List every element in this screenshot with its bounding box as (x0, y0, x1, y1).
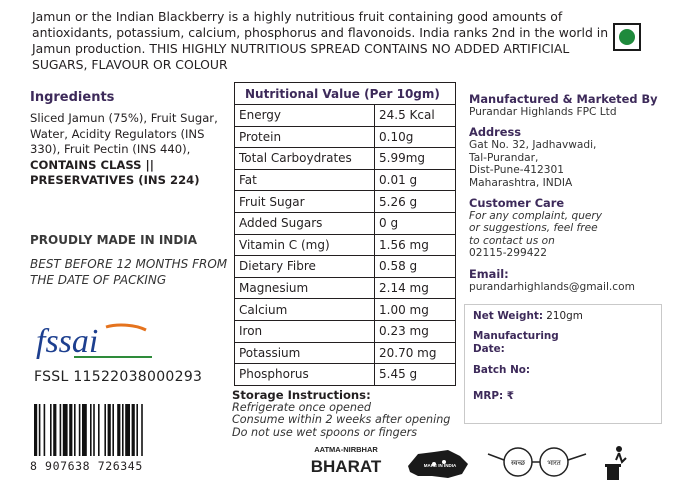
nutrient-name: Iron (235, 320, 375, 342)
lion-text: MAKE IN INDIA (423, 463, 457, 468)
nutrient-name: Potassium (235, 342, 375, 364)
fssai-license: FSSL 11522038000293 (34, 369, 203, 385)
nutrient-value: 0.58 g (375, 256, 456, 278)
storage-line: Consume within 2 weeks after opening (232, 413, 451, 426)
barcode-bar (93, 404, 95, 456)
barcode-bar (74, 404, 76, 456)
ingredients-text: Sliced Jamun (75%), Fruit Sugar, Water, Acidity Regulators (INS 330), Fruit Pectin (INS 440), (30, 111, 218, 156)
nutrient-value: 5.45 g (375, 364, 456, 386)
nutrition-row (235, 105, 456, 127)
date-label: Date: (473, 343, 505, 355)
barcode-bar (39, 404, 41, 456)
storage-instructions (232, 389, 462, 439)
nutrient-name: Fruit Sugar (235, 191, 375, 213)
ingredients-section (30, 90, 225, 189)
address-heading: Address (469, 125, 522, 140)
storage-heading: Storage Instructions: (232, 388, 371, 402)
batch-info-box (464, 304, 662, 424)
nutrient-name: Magnesium (235, 277, 375, 299)
storage-line: Do not use wet spoons or fingers (232, 425, 418, 439)
care-phone: 02115-299422 (469, 247, 547, 260)
nutrient-value: 0.01 g (375, 169, 456, 191)
fssai-logo-text: fssai (36, 323, 99, 360)
nutrition-row (235, 234, 456, 256)
fssai-logo (34, 322, 154, 360)
nutrient-value: 20.70 mg (375, 342, 456, 364)
barcode-bar (34, 404, 37, 456)
nutrient-value: 2.14 mg (375, 277, 456, 299)
batch-label: Batch No: (473, 364, 531, 376)
swachh-left-text: स्वच्छ (510, 459, 526, 467)
barcode (30, 404, 200, 456)
nutrient-name: Protein (235, 126, 375, 148)
barcode-bar (104, 404, 106, 456)
ingredients-heading: Ingredients (30, 90, 115, 105)
nutrition-row (235, 342, 456, 364)
barcode-bar (98, 404, 100, 456)
barcode-bar (136, 404, 138, 456)
nutrition-row (235, 191, 456, 213)
barcode-bar (82, 404, 87, 456)
barcode-bar (90, 404, 92, 456)
nutrient-value: 5.26 g (375, 191, 456, 213)
barcode-bar (125, 404, 130, 456)
swachh-right-text: भारत (547, 459, 561, 467)
barcode-bar (132, 404, 135, 456)
nutrition-row (235, 364, 456, 386)
veg-dot (619, 29, 635, 45)
barcode-bar (117, 404, 120, 456)
barcode-bar (53, 404, 56, 456)
aatmanirbhar-bharat-logo (302, 442, 390, 482)
net-weight-label: Net Weight: (473, 310, 543, 322)
nutrition-table (234, 82, 456, 386)
address-line: Tal-Purandar, (469, 151, 539, 164)
care-line: to contact us on (469, 234, 555, 247)
recycle-bin-icon (604, 444, 630, 482)
swachh-bharat-logo (480, 444, 600, 482)
manufacturer-heading: Manufactured & Marketed By (469, 92, 658, 106)
barcode-bar (108, 404, 111, 456)
nutrient-name: Vitamin C (mg) (235, 234, 375, 256)
barcode-bar (69, 404, 72, 456)
nutrition-row (235, 126, 456, 148)
nutrition-row (235, 256, 456, 278)
nutrient-name: Energy (235, 105, 375, 127)
barcode-bar (122, 404, 124, 456)
nutrition-row (235, 148, 456, 170)
nutrient-name: Fat (235, 169, 375, 191)
care-line: or suggestions, feel free (469, 222, 598, 235)
address-line: Gat No. 32, Jadhavwadi, (469, 139, 597, 152)
barcode-bar (112, 404, 114, 456)
address-line: Dist-Pune-412301 (469, 164, 565, 177)
barcode-bar (63, 404, 68, 456)
nutrient-value: 1.00 mg (375, 299, 456, 321)
barcode-number: 8 907638 726345 (30, 459, 143, 473)
nutrient-value: 5.99mg (375, 148, 456, 170)
email-heading: Email: (469, 266, 509, 281)
nutrient-value: 0.23 mg (375, 320, 456, 342)
nutrient-value: 1.56 mg (375, 234, 456, 256)
nutrient-name: Dietary Fibre (235, 256, 375, 278)
nutrient-name: Total Carboydrates (235, 148, 375, 170)
nutrition-row (235, 320, 456, 342)
nutrient-name: Phosphorus (235, 364, 375, 386)
nutrition-row (235, 212, 456, 234)
veg-symbol-icon (613, 23, 641, 51)
storage-line: Refrigerate once opened (232, 400, 371, 414)
nutrition-row (235, 299, 456, 321)
bharat-main-text: BHARAT (310, 457, 382, 476)
address-line: Maharashtra, INDIA (469, 176, 573, 189)
nutrient-value: 0 g (375, 212, 456, 234)
nutrient-name: Calcium (235, 299, 375, 321)
made-in-india: PROUDLY MADE IN INDIA (30, 233, 198, 247)
nutrient-value: 0.10g (375, 126, 456, 148)
preservatives-note: CONTAINS CLASS || PRESERVATIVES (INS 224) (30, 157, 200, 187)
nutrition-row (235, 277, 456, 299)
customer-care-heading: Customer Care (469, 196, 565, 211)
manufacturing-label: Manufacturing (473, 330, 559, 342)
nutrition-row (235, 169, 456, 191)
barcode-bar (141, 404, 143, 456)
make-in-india-lion-icon (404, 444, 474, 484)
email-address: purandarhighlands@gmail.com (469, 280, 635, 293)
nutrient-value: 24.5 Kcal (375, 105, 456, 127)
intro-paragraph: Jamun or the Indian Blackberry is a highly nutritious fruit containing good amounts of antioxidants, potassium, calcium, phosphorus and flavonoids. India ranks 2nd in the world in Jamun production. THIS HIGHLY NUTRITIOUS SPREAD CONTAINS NO ADDED ARTIFICIAL SUGARS, FLAVOUR OR COLOUR (32, 9, 609, 72)
mrp-label: MRP: ₹ (473, 390, 514, 402)
net-weight-value: 210gm (542, 310, 583, 322)
barcode-bar (79, 404, 81, 456)
nutrient-name: Added Sugars (235, 212, 375, 234)
barcode-bar (44, 404, 46, 456)
nutrition-heading: Nutritional Value (Per 10gm) (235, 83, 456, 105)
manufacturer-section (469, 92, 664, 300)
barcode-bar (60, 404, 62, 456)
bharat-top-text: AATMA-NIRBHAR (314, 445, 378, 454)
barcode-bar (50, 404, 52, 456)
care-line: For any complaint, query (469, 210, 603, 223)
best-before: BEST BEFORE 12 MONTHS FROM THE DATE OF PACKING (30, 257, 228, 287)
manufacturer-name: Purandar Highlands FPC Ltd (469, 106, 617, 118)
